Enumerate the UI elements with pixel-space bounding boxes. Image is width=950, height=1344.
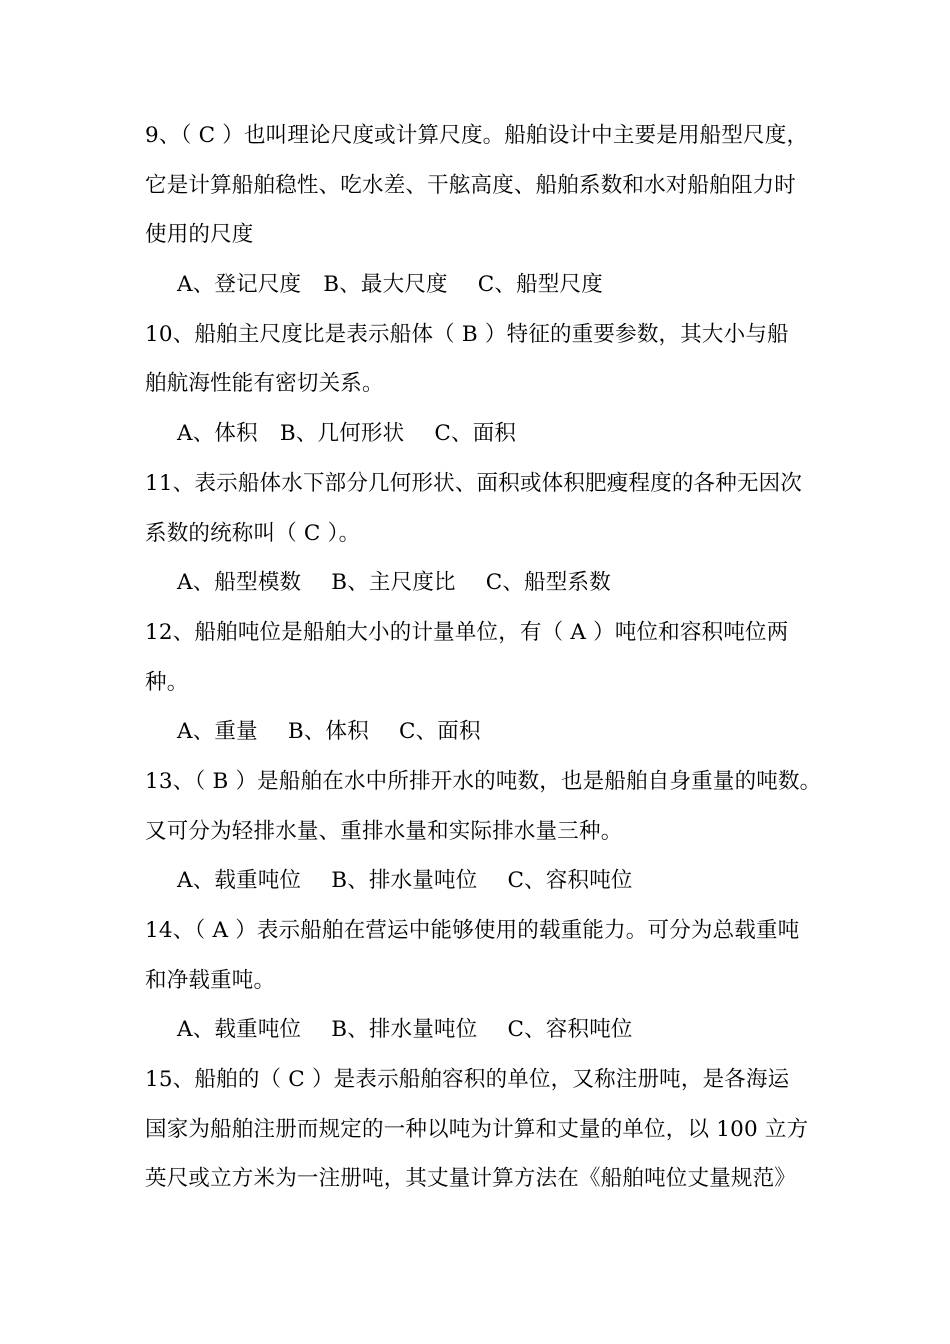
- option-b: B、排水量吨位: [331, 868, 478, 894]
- options-row: [145, 260, 815, 310]
- option-c: C、容积吨位: [507, 868, 633, 894]
- question-text-line: 英尺或立方米为一注册吨，其丈量计算方法在《船舶吨位丈量规范》: [145, 1166, 797, 1192]
- question-text-line: 舶航海性能有密切关系。: [145, 371, 384, 397]
- question-15: [145, 1055, 815, 1204]
- option-a: A、载重吨位: [177, 868, 302, 894]
- option-b: B、最大尺度: [323, 272, 448, 298]
- option-b: B、几何形状: [279, 421, 405, 447]
- question-text-line: 国家为船舶注册而规定的一种以吨为计算和丈量的单位，以 100 立方: [145, 1116, 809, 1142]
- question-13: [145, 757, 822, 906]
- question-text-line: 使用的尺度: [145, 222, 254, 248]
- question-text-line: 15、船舶的（ C ）是表示船舶容积的单位，又称注册吨，是各海运: [145, 1067, 790, 1093]
- options-row: [145, 1005, 815, 1055]
- option-b: B、主尺度比: [331, 570, 456, 596]
- question-text-line: 又可分为轻排水量、重排水量和实际排水量三种。: [145, 818, 623, 844]
- question-10: [145, 310, 815, 459]
- option-c: C、面积: [434, 421, 517, 447]
- question-text-line: 11、表示船体水下部分几何形状、面积或体积肥瘦程度的各种无因次: [145, 470, 803, 496]
- option-a: A、船型模数: [177, 570, 302, 596]
- options-row: [145, 707, 815, 757]
- option-b: B、排水量吨位: [331, 1017, 478, 1043]
- question-12: [145, 608, 815, 757]
- question-text-line: 系数的统称叫（ C ）。: [145, 520, 361, 546]
- option-c: C、面积: [398, 719, 481, 745]
- option-b: B、体积: [287, 719, 369, 745]
- question-list: [145, 111, 822, 1204]
- option-a: A、体积: [177, 421, 258, 447]
- question-text-line: 14、（ A ）表示船舶在营运中能够使用的载重能力。可分为总载重吨: [145, 918, 800, 943]
- question-text-line: 10、船舶主尺度比是表示船体（ B ）特征的重要参数，其大小与船: [145, 321, 789, 347]
- option-c: C、船型尺度: [477, 272, 603, 298]
- question-9: [145, 111, 815, 310]
- question-text-line: 9、（ C ）也叫理论尺度或计算尺度。船舶设计中主要是用船型尺度，: [145, 123, 809, 148]
- option-a: A、载重吨位: [177, 1017, 302, 1043]
- options-row: [145, 409, 815, 459]
- question-text-line: 和净载重吨。: [145, 967, 276, 993]
- option-a: A、重量: [177, 719, 258, 745]
- question-text-line: 12、船舶吨位是船舶大小的计量单位，有（ A ）吨位和容积吨位两: [145, 619, 789, 645]
- question-text-line: 它是计算船舶稳性、吃水差、干舷高度、船舶系数和水对船舶阻力时: [145, 172, 797, 198]
- question-text-line: 13、（ B ）是船舶在水中所排开水的吨数，也是船舶自身重量的吨数。: [145, 768, 822, 794]
- option-c: C、船型系数: [485, 570, 611, 596]
- question-11: [145, 459, 815, 608]
- option-c: C、容积吨位: [507, 1017, 633, 1043]
- question-text-line: 种。: [145, 669, 189, 695]
- options-row: [145, 856, 815, 906]
- question-14: [145, 906, 815, 1055]
- option-a: A、登记尺度: [177, 272, 302, 298]
- options-row: [145, 558, 815, 608]
